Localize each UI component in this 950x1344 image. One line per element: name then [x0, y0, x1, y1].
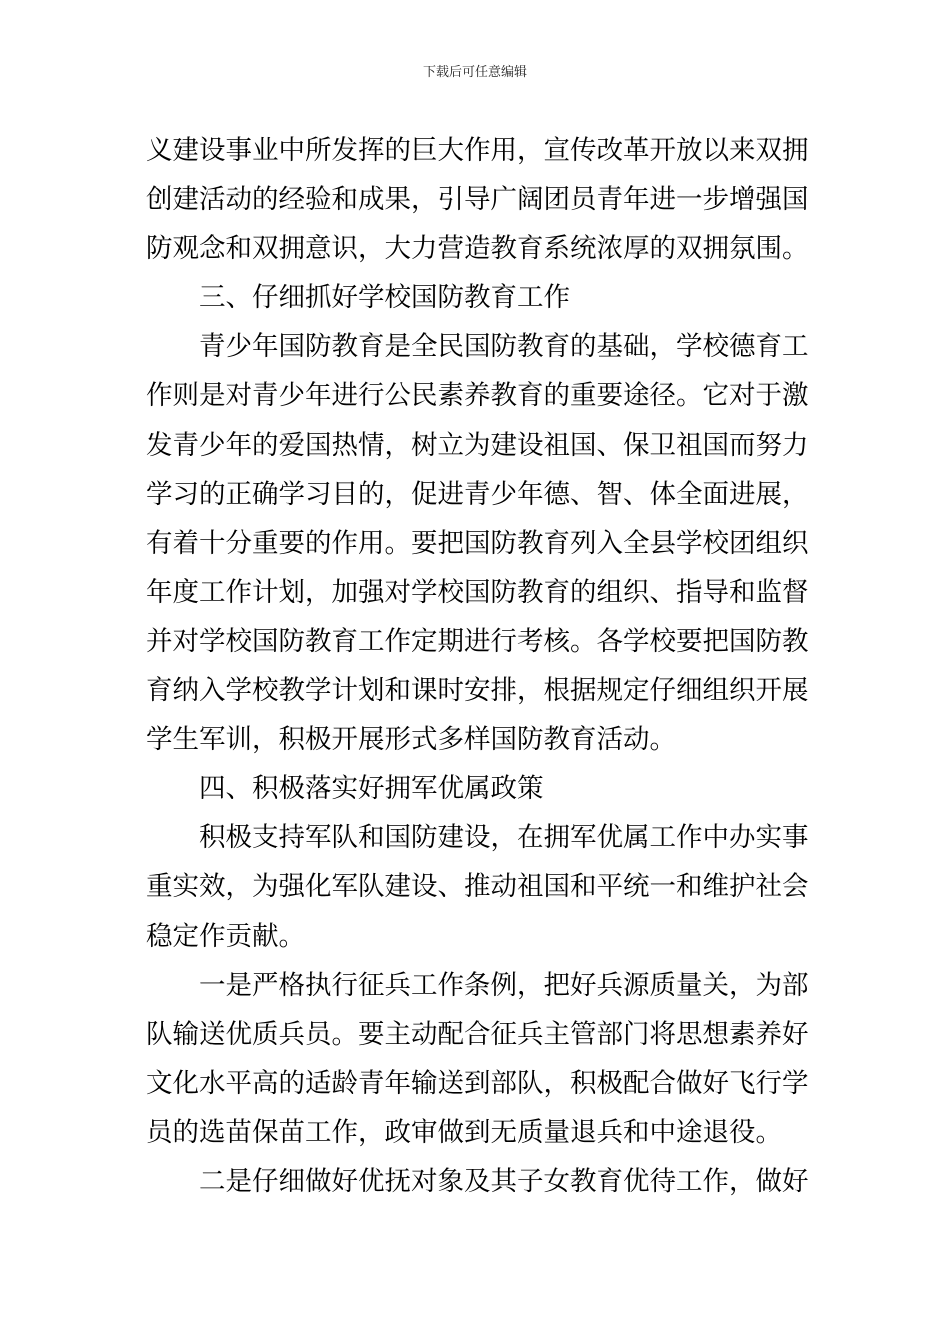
text-line: 学习的正确学习目的，促进青少年德、智、体全面进展， — [146, 478, 809, 510]
document-body — [146, 126, 808, 1206]
text-line: 并对学校国防教育工作定期进行考核。各学校要把国防教 — [146, 625, 809, 657]
text-line: 稳定作贡献。 — [146, 920, 305, 952]
text-line: 青少年国防教育是全民国防教育的基础，学校德育工 — [199, 331, 809, 363]
text-line: 重实效，为强化军队建设、推动祖国和平统一和维护社会 — [146, 871, 809, 903]
text-line: 年度工作计划，加强对学校国防教育的组织、指导和监督 — [146, 576, 809, 608]
text-line: 创建活动的经验和成果，引导广阔团员青年进一步增强国 — [146, 184, 809, 216]
text-line: 学生军训，积极开展形式多样国防教育活动。 — [146, 724, 676, 756]
text-line: 防观念和双拥意识，大力营造教育系统浓厚的双拥氛围。 — [146, 233, 809, 265]
text-line: 发青少年的爱国热情，树立为建设祖国、保卫祖国而努力 — [146, 429, 809, 461]
page-header-note: 下载后可任意编辑 — [422, 65, 527, 80]
text-line: 积极支持军队和国防建设，在拥军优属工作中办实事 — [199, 822, 809, 854]
text-line: 一是严格执行征兵工作条例，把好兵源质量关，为部 — [199, 969, 809, 1001]
text-line: 作则是对青少年进行公民素养教育的重要途径。它对于激 — [146, 380, 809, 412]
text-line: 义建设事业中所发挥的巨大作用，宣传改革开放以来双拥 — [146, 135, 809, 166]
text-line: 文化水平高的适龄青年输送到部队，积极配合做好飞行学 — [146, 1067, 809, 1099]
text-line: 育纳入学校教学计划和课时安排，根据规定仔细组织开展 — [146, 675, 809, 707]
text-line: 员的选苗保苗工作，政审做到无质量退兵和中途退役。 — [146, 1116, 782, 1148]
text-line: 四、积极落实好拥军优属政策 — [199, 773, 544, 805]
text-line: 二是仔细做好优抚对象及其子女教育优待工作，做好 — [199, 1165, 809, 1197]
text-line: 有着十分重要的作用。要把国防教育列入全县学校团组织 — [146, 527, 809, 559]
text-line: 队输送优质兵员。要主动配合征兵主管部门将思想素养好 — [146, 1018, 809, 1050]
text-line: 三、仔细抓好学校国防教育工作 — [199, 282, 570, 314]
